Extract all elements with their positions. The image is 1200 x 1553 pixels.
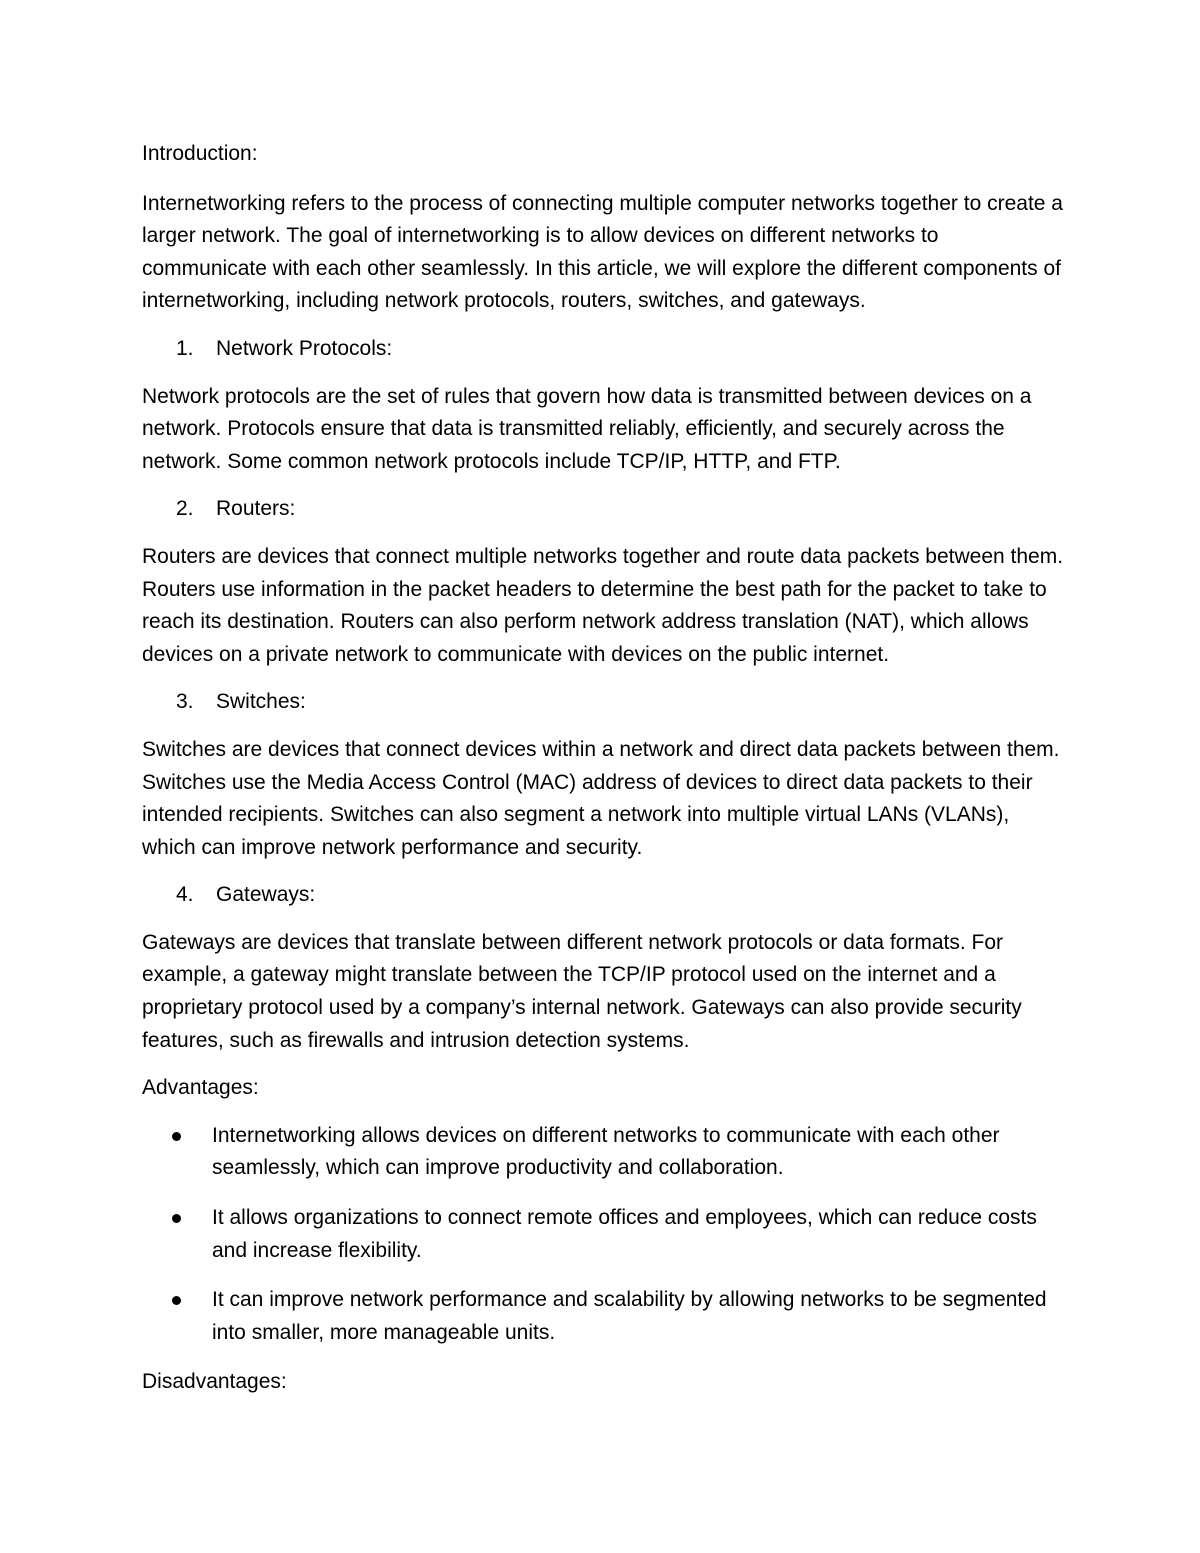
document-page bbox=[142, 138, 1067, 1399]
section-title: Switches: bbox=[216, 690, 306, 714]
section-paragraph-switches: Switches are devices that connect devices within a network and direct data packets between them. Switches use the Media Access Control (MAC) address of devices to direct data packets to their intended recipients. Switches can also segment a network into multiple virtual LANs (VLANs), which can improve network performance and security. bbox=[142, 737, 1060, 859]
section-title-switches bbox=[142, 686, 1067, 719]
section-title: Gateways: bbox=[216, 883, 316, 907]
bullet-icon bbox=[172, 1202, 212, 1267]
section-paragraph-routers: Routers are devices that connect multiple networks together and route data packets between them. Routers use information in the packet headers to determine the best path for the packet to take to reach its destination. Routers can also perform network address translation (NAT), which allows devices on a private network to communicate with devices on the public internet. bbox=[142, 544, 1064, 666]
section-title-gateways bbox=[142, 879, 1067, 912]
intro-paragraph: Internetworking refers to the process of connecting multiple computer networks together to create a larger network. The goal of internetworking is to allow devices on different networks to communicate with each other seamlessly. In this article, we will explore the different components of internetworking, including network protocols, routers, switches, and gateways. bbox=[142, 191, 1063, 313]
advantage-list-item bbox=[142, 1284, 1067, 1349]
section-number: 2. bbox=[176, 497, 194, 521]
section-paragraph-gateways: Gateways are devices that translate between different network protocols or data formats. For example, a gateway might translate between the TCP/IP protocol used on the internet and a proprietary protocol used by a company’s internal network. Gateways can also provide security features, such as firewalls and intrusion detection systems. bbox=[142, 930, 1022, 1052]
advantage-list-item bbox=[142, 1202, 1067, 1267]
advantage-text: Internetworking allows devices on different networks to communicate with each other seamlessly, which can improve productivity and collaboration. bbox=[212, 1123, 1000, 1180]
section-title-network-protocols bbox=[142, 333, 1067, 366]
advantage-text: It allows organizations to connect remote offices and employees, which can reduce costs and increase flexibility. bbox=[212, 1206, 1037, 1262]
bullet-icon bbox=[172, 1284, 212, 1349]
advantages-heading: Advantages: bbox=[142, 1076, 259, 1100]
section-title: Network Protocols: bbox=[216, 336, 393, 360]
section-number: 4. bbox=[176, 883, 194, 907]
section-number: 1. bbox=[176, 336, 194, 360]
bullet-icon bbox=[172, 1120, 212, 1185]
advantage-text: It can improve network performance and scalability by allowing networks to be segmented into smaller, more manageable units. bbox=[212, 1288, 1047, 1344]
section-paragraph-network-protocols: Network protocols are the set of rules that govern how data is transmitted between devices on a network. Protocols ensure that data is transmitted reliably, efficiently, and securely across the network. Some common network protocols include TCP/IP, HTTP, and FTP. bbox=[142, 384, 1032, 473]
intro-heading: Introduction: bbox=[142, 142, 258, 165]
advantage-list-item bbox=[142, 1120, 1067, 1185]
section-title: Routers: bbox=[216, 497, 296, 521]
disadvantages-heading: Disadvantages: bbox=[142, 1370, 287, 1394]
section-title-routers bbox=[142, 493, 1067, 526]
section-number: 3. bbox=[176, 690, 194, 714]
